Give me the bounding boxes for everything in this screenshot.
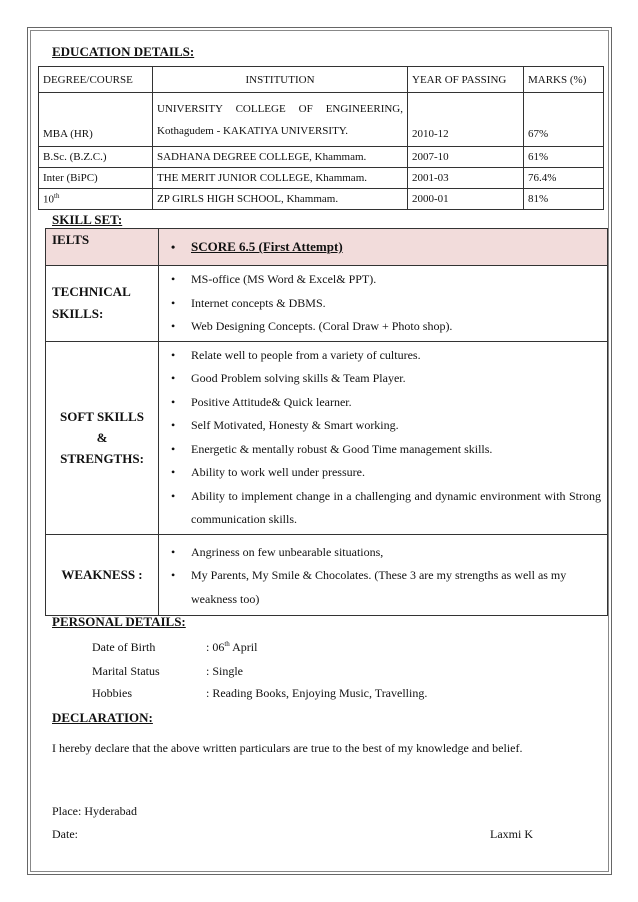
signature-name: Laxmi K <box>490 827 533 841</box>
marks-cell: 81% <box>524 189 604 210</box>
institution-cell: ZP GIRLS HIGH SCHOOL, Khammam. <box>153 189 408 210</box>
col-year-header: YEAR OF PASSING <box>408 67 524 93</box>
institution-cell: THE MERIT JUNIOR COLLEGE, Khammam. <box>153 168 408 189</box>
declaration-heading: DECLARATION: <box>52 710 153 725</box>
marital-label: Marital Status <box>92 664 160 678</box>
list-item: • Relate well to people from a variety of cultures. <box>167 344 601 368</box>
education-heading: EDUCATION DETAILS: <box>52 44 195 59</box>
place-text: Place: Hyderabad <box>52 804 137 818</box>
dob-value: : 06th April <box>206 640 258 654</box>
personal-heading: PERSONAL DETAILS: <box>52 614 186 629</box>
education-header-row <box>39 67 604 93</box>
hobbies-value: : Reading Books, Enjoying Music, Travelling. <box>206 686 428 700</box>
col-degree-header: DEGREE/COURSE <box>39 67 153 93</box>
list-item: • Internet concepts & DBMS. <box>167 292 601 316</box>
list-item: • Energetic & mentally robust & Good Time management skills. <box>167 438 601 462</box>
date-text: Date: <box>52 827 78 841</box>
year-cell: 2007-10 <box>408 147 524 168</box>
list-item: • Web Designing Concepts. (Coral Draw + Photo shop). <box>167 315 601 339</box>
table-row <box>39 189 604 210</box>
skills-table <box>45 228 608 616</box>
list-item: • MS-office (MS Word & Excel& PPT). <box>167 268 601 292</box>
soft-skills-items-cell <box>159 341 608 534</box>
year-cell: 2001-03 <box>408 168 524 189</box>
institution-cell: SADHANA DEGREE COLLEGE, Khammam. <box>153 147 408 168</box>
degree-cell: B.Sc. (B.Z.C.) <box>39 147 153 168</box>
marital-value: : Single <box>206 664 244 678</box>
soft-skills-label: SOFT SKILLS & STRENGTHS: <box>46 341 159 534</box>
weakness-label: WEAKNESS : <box>46 534 159 616</box>
weakness-items-cell <box>159 534 608 616</box>
marks-cell: 61% <box>524 147 604 168</box>
list-item: • Good Problem solving skills & Team Player. <box>167 367 601 391</box>
table-row <box>39 147 604 168</box>
ielts-score: • SCORE 6.5 (First Attempt) <box>167 237 601 257</box>
list-item: • Ability to work well under pressure. <box>167 461 601 485</box>
weakness-row <box>46 534 608 616</box>
soft-skills-row <box>46 341 608 534</box>
hobbies-label: Hobbies <box>92 686 132 700</box>
year-cell: 2010-12 <box>408 93 524 147</box>
technical-items-cell <box>159 266 608 342</box>
marks-cell: 67% <box>524 93 604 147</box>
technical-row <box>46 266 608 342</box>
marks-cell: 76.4% <box>524 168 604 189</box>
ielts-value-cell <box>159 229 608 266</box>
year-cell: 2000-01 <box>408 189 524 210</box>
institution-line-2: Kothagudem - KAKATIYA UNIVERSITY. <box>157 124 349 137</box>
dob-label: Date of Birth <box>92 640 156 654</box>
list-item: • Positive Attitude& Quick learner. <box>167 391 601 415</box>
institution-line-1: UNIVERSITY COLLEGE OF ENGINEERING, <box>157 102 403 115</box>
skills-heading: SKILL SET: <box>52 212 123 227</box>
institution-cell <box>153 93 408 147</box>
list-item: • Angriness on few unbearable situations, <box>167 541 601 565</box>
degree-cell: Inter (BiPC) <box>39 168 153 189</box>
list-item: • Self Motivated, Honesty & Smart working. <box>167 414 601 438</box>
ielts-label: IELTS <box>46 229 159 266</box>
degree-cell: 10th <box>39 189 153 210</box>
list-item: • My Parents, My Smile & Chocolates. (These 3 are my strengths as well as my weakness too) <box>167 564 601 611</box>
technical-label: TECHNICAL SKILLS: <box>46 266 159 342</box>
education-table <box>38 66 604 210</box>
degree-cell: MBA (HR) <box>39 93 153 147</box>
ielts-row <box>46 229 608 266</box>
table-row <box>39 168 604 189</box>
declaration-text: I hereby declare that the above written particulars are true to the best of my knowledge and belief. <box>52 741 523 755</box>
list-item: • Ability to implement change in a challenging and dynamic environment with Strong communication skills. <box>167 485 601 532</box>
col-marks-header: MARKS (%) <box>524 67 604 93</box>
table-row <box>39 93 604 147</box>
col-institution-header: INSTITUTION <box>153 67 408 93</box>
